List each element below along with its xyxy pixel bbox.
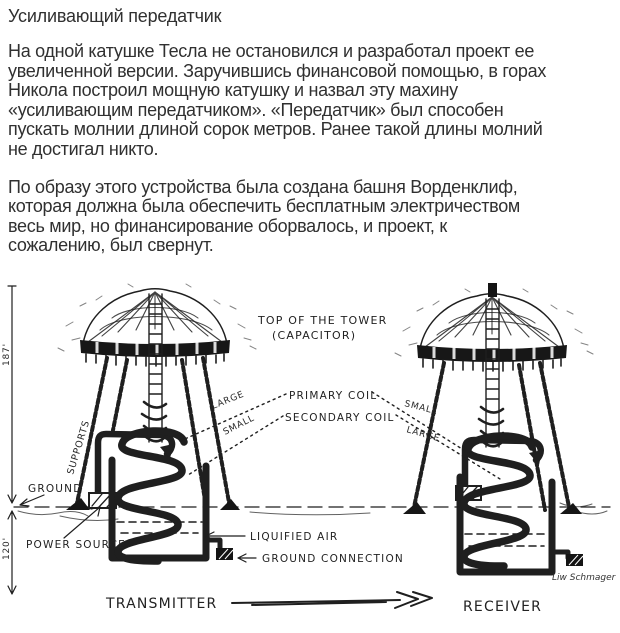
paragraph-1 — [8, 42, 606, 160]
ground-label: GROUND — [28, 483, 83, 495]
depth-dimension — [2, 511, 16, 594]
top-of-tower-label: TOP OF THE TOWER — [258, 314, 388, 327]
ground-arrow — [20, 495, 44, 506]
transmit-arrow — [232, 592, 432, 608]
large-right-label: LARGE — [405, 425, 441, 445]
primary-coil-label: PRIMARY COIL — [289, 390, 378, 402]
tower-height-label: 187' — [2, 343, 12, 366]
height-dimension — [2, 286, 16, 503]
transmitter-liquid-level — [117, 522, 202, 533]
transmitter-right-foot — [220, 499, 240, 510]
secondary-coil-label: SECONDARY COIL — [285, 412, 395, 424]
receiver-ground-block — [566, 554, 583, 566]
text-line: увеличенной версии. Заручившись финансовой помощью, в горах — [8, 60, 547, 81]
large-left-label: LARGE — [210, 389, 246, 412]
capacitor-label: (CAPACITOR) — [272, 329, 357, 342]
liquified-air-label: LIQUIFIED AIR — [250, 531, 339, 543]
receiver-caption: RECEIVER — [463, 599, 543, 615]
power-source-label: POWER SOURCE — [26, 539, 126, 551]
transmitter-caption: TRANSMITTER — [106, 596, 218, 612]
text-line: весь мир, но финансирование оборвалось, и проект, к — [8, 215, 447, 236]
tesla-tower-diagram — [0, 282, 620, 633]
article-title: Усиливающий передатчик — [8, 6, 222, 26]
receiver-apex-stub — [488, 283, 497, 297]
small-right-label: SMALL — [403, 399, 439, 418]
transmitter-ground-block — [216, 548, 233, 560]
ground-connection-arrow — [238, 554, 256, 562]
text-line: На одной катушке Тесла не остановился и разработал проект ее — [8, 41, 535, 61]
ground-connection-label: GROUND CONNECTION — [262, 553, 404, 565]
paragraph-2 — [8, 178, 606, 256]
text-line: По образу этого устройства была создана башня Ворденклиф, — [8, 176, 518, 197]
shaft-depth-label: 120' — [2, 537, 12, 560]
supports-label: SUPPORTS — [65, 419, 93, 476]
text-line: «усиливающим передатчиком». «Передатчик» был способен — [8, 99, 504, 120]
text-line: пускать молнии длиной сорок метров. Ранее такой длины молний — [8, 119, 543, 140]
text-line: не достигал никто. — [8, 138, 159, 159]
text-line: Никола построил мощную катушку и назвал эту махину — [8, 80, 458, 101]
receiver-tower — [395, 283, 593, 572]
artist-signature: Liw Schmager — [552, 573, 616, 583]
liquified-air-arrow — [206, 532, 245, 540]
article-text — [8, 6, 606, 256]
text-line: которая должна была обеспечить бесплатным электричеством — [8, 196, 520, 217]
text-line: сожалению, был свернут. — [8, 235, 214, 256]
transmitter-helix-coil — [118, 431, 184, 561]
small-left-label: SMALL — [221, 413, 257, 438]
